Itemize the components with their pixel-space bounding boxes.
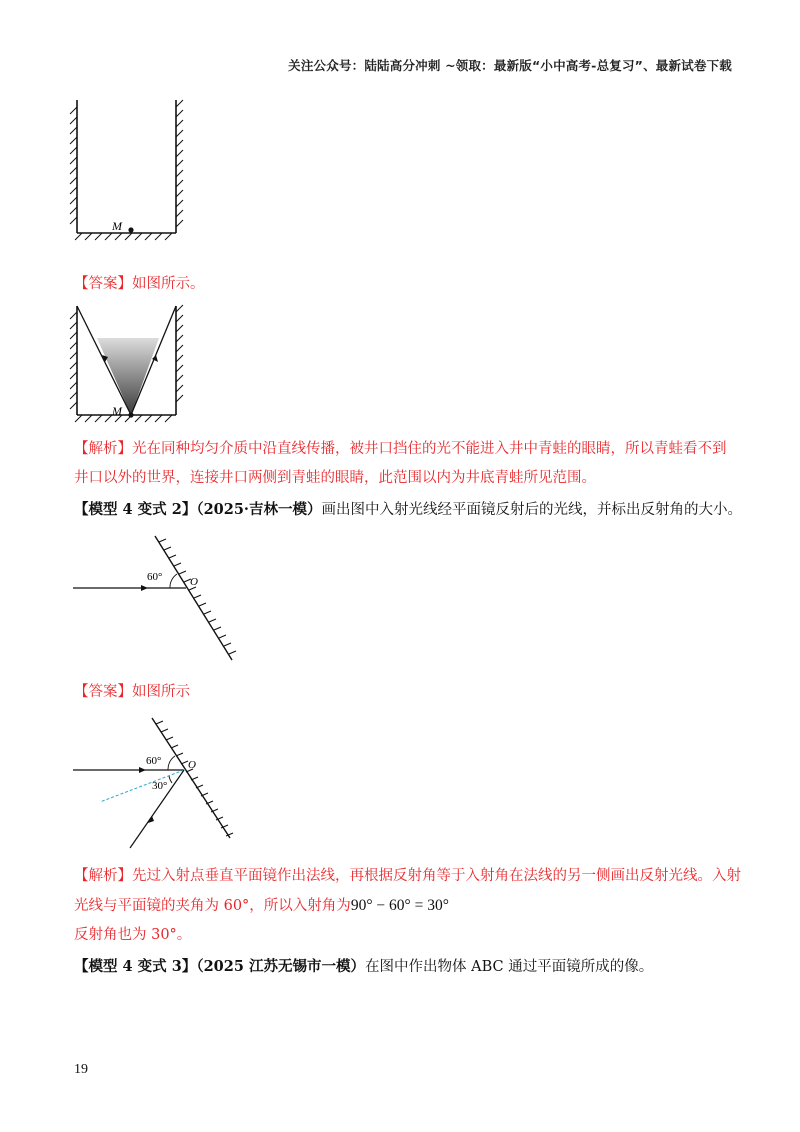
angle-60-label: 60° xyxy=(147,571,163,583)
point-o-label: O xyxy=(188,759,196,771)
page-number: 19 xyxy=(74,1062,88,1077)
analysis-2: 【解析】先过入射点垂直平面镜作出法线，再根据反射角等于入射角在法线的另一侧画出反射光线。入射 光线与平面镜的夹角为 60°，所以入射角为90° − 60° = 30° 反射角也为 30°。 xyxy=(74,868,741,943)
question-2: 【模型 4 变式 2】（2025·吉林一模）画出图中入射光线经平面镜反射后的光线，并标出反射角的大小。 xyxy=(74,501,742,518)
well-answer-figure xyxy=(60,300,200,425)
point-m-label: M xyxy=(112,404,122,418)
point-o-label: O xyxy=(190,576,198,588)
mirror-figure xyxy=(70,528,250,668)
well-figure xyxy=(60,95,200,245)
answer-2: 【答案】如图所示 xyxy=(74,684,190,700)
analysis-1: 【解析】光在同种均匀介质中沿直线传播，被井口挡住的光不能进入井中青蛙的眼睛，所以青蛙看不到井口以外的世界，连接井口两侧到青蛙的眼睛，此范围以内为井底青蛙所见范围。 xyxy=(74,441,727,486)
angle-60-label: 60° xyxy=(146,755,162,767)
mirror-answer-figure xyxy=(70,710,250,855)
question-3: 【模型 4 变式 3】（2025 江苏无锡市一模）在图中作出物体 ABC 通过平面镜所成的像。 xyxy=(74,958,654,975)
answer-1: 【答案】如图所示。 xyxy=(74,276,205,292)
formula: 90° − 60° = 30° xyxy=(350,897,449,914)
angle-30-label: 30° xyxy=(152,780,168,792)
page-header: 关注公众号：陆陆高分冲刺 ~领取：最新版“小中高考-总复习”、最新试卷下载 xyxy=(288,58,732,73)
point-m-label: M xyxy=(112,219,122,233)
